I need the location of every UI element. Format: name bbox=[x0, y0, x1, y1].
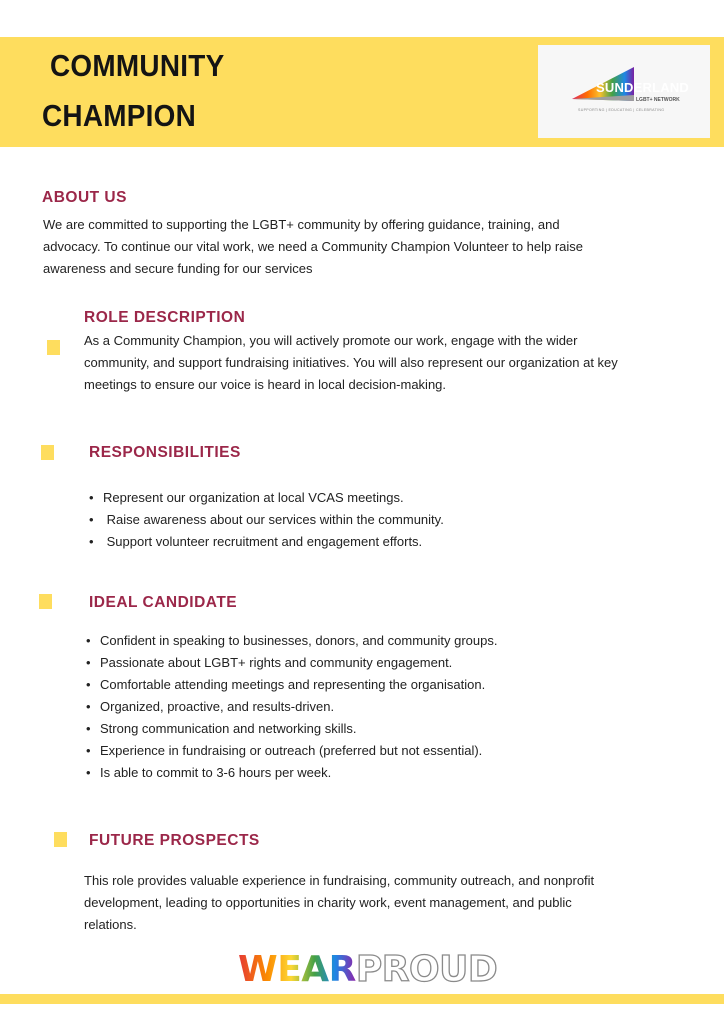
list-item: • Strong communication and networking skills. bbox=[86, 718, 497, 740]
wearproud-logo-part1: WEAR bbox=[238, 949, 356, 990]
list-item: • Support volunteer recruitment and engagement efforts. bbox=[89, 531, 444, 553]
responsibilities-list bbox=[89, 487, 444, 553]
future-text bbox=[84, 870, 594, 936]
list-item: • Comfortable attending meetings and representing the organisation. bbox=[86, 674, 497, 696]
section-marker bbox=[54, 832, 67, 847]
role-line: community, and support fundraising initiatives. You will also represent our organization at key bbox=[84, 355, 618, 370]
organization-logo bbox=[538, 45, 710, 138]
about-line: We are committed to supporting the LGBT+ community by offering guidance, training, and bbox=[43, 217, 560, 232]
section-marker bbox=[39, 594, 52, 609]
bullet: • bbox=[86, 655, 91, 670]
logo-subtitle: LGBT+ NETWORK bbox=[636, 97, 680, 103]
list-item: • Is able to commit to 3-6 hours per week. bbox=[86, 762, 497, 784]
footer-band bbox=[0, 994, 724, 1004]
wearproud-logo bbox=[238, 949, 498, 990]
logo-name: SUNDERLAND bbox=[596, 80, 689, 95]
future-line: development, leading to opportunities in charity work, event management, and public bbox=[84, 895, 572, 910]
bullet: • bbox=[86, 721, 91, 736]
ideal-heading: IDEAL CANDIDATE bbox=[89, 594, 238, 611]
ideal-candidate-list bbox=[86, 630, 497, 784]
role-line: meetings to ensure our voice is heard in local decision-making. bbox=[84, 377, 447, 392]
responsibilities-heading: RESPONSIBILITIES bbox=[89, 444, 241, 461]
bullet: • bbox=[86, 765, 91, 780]
bullet: • bbox=[86, 677, 91, 692]
about-text bbox=[43, 214, 583, 280]
wearproud-logo-part2: PROUD bbox=[355, 949, 498, 990]
role-line: As a Community Champion, you will actively promote our work, engage with the wider bbox=[84, 333, 578, 348]
bullet: • bbox=[86, 633, 91, 648]
list-item: • Experience in fundraising or outreach (preferred but not essential). bbox=[86, 740, 497, 762]
logo-tagline: SUPPORTING | EDUCATING | CELEBRATING bbox=[578, 108, 665, 112]
page-title-line-2: CHAMPION bbox=[42, 98, 197, 133]
bullet: • bbox=[89, 490, 94, 505]
role-heading: ROLE DESCRIPTION bbox=[84, 309, 246, 326]
about-heading: ABOUT US bbox=[42, 189, 127, 206]
list-item: • Raise awareness about our services within the community. bbox=[89, 509, 444, 531]
page-title-line-1: COMMUNITY bbox=[50, 48, 225, 83]
list-item: • Passionate about LGBT+ rights and community engagement. bbox=[86, 652, 497, 674]
list-item: • Represent our organization at local VCAS meetings. bbox=[89, 487, 444, 509]
list-item: • Confident in speaking to businesses, donors, and community groups. bbox=[86, 630, 497, 652]
role-text bbox=[84, 330, 618, 396]
future-line: This role provides valuable experience in fundraising, community outreach, and nonprofit bbox=[84, 873, 595, 888]
bullet: • bbox=[89, 534, 94, 549]
bullet: • bbox=[86, 743, 91, 758]
section-marker bbox=[47, 340, 60, 355]
about-line: advocacy. To continue our vital work, we need a Community Champion Volunteer to help raise bbox=[43, 239, 584, 254]
future-heading: FUTURE PROSPECTS bbox=[89, 832, 260, 849]
bullet: • bbox=[89, 512, 94, 527]
list-item: • Organized, proactive, and results-driven. bbox=[86, 696, 497, 718]
section-marker bbox=[41, 445, 54, 460]
bullet: • bbox=[86, 699, 91, 714]
about-line: awareness and secure funding for our services bbox=[43, 261, 313, 276]
future-line: relations. bbox=[84, 917, 137, 932]
